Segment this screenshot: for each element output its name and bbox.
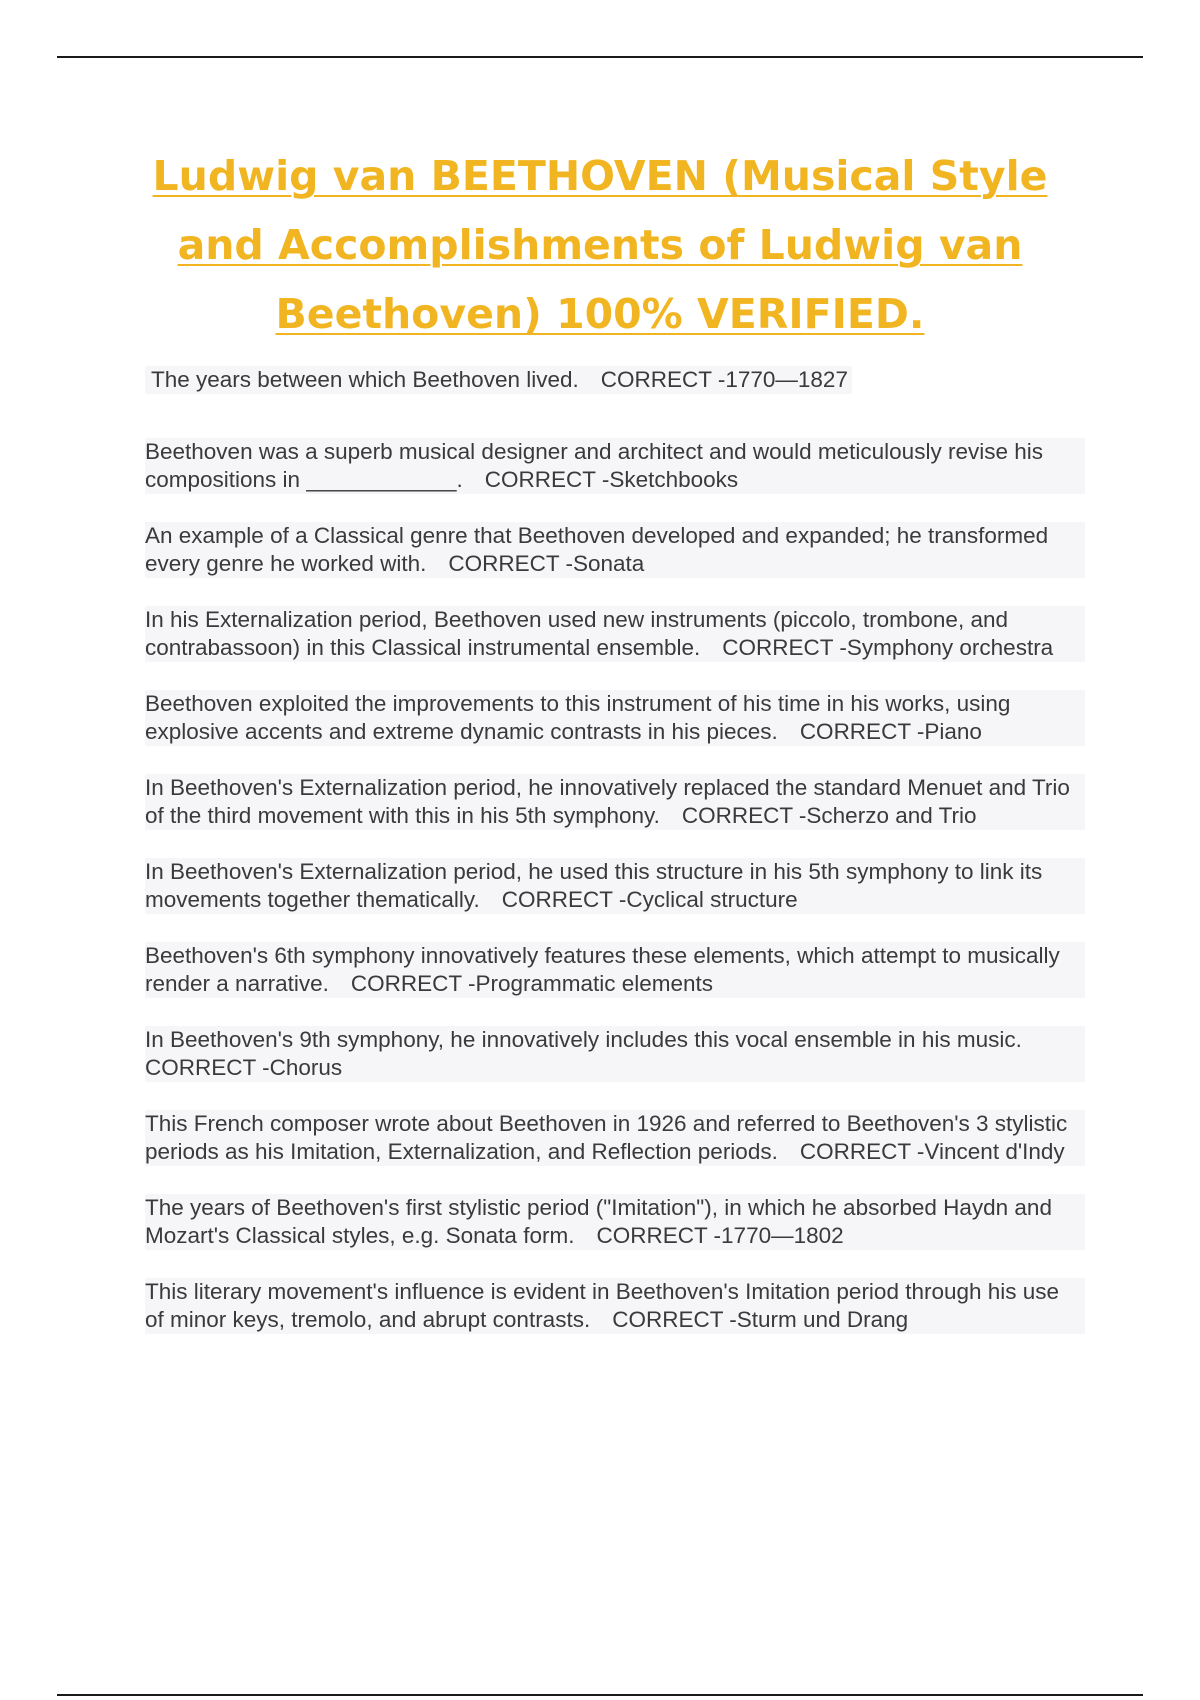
qa-answer: CORRECT -Sturm und Drang xyxy=(612,1307,909,1332)
qa-answer: CORRECT -1770—1827 xyxy=(600,367,848,392)
qa-answer: CORRECT -Symphony orchestra xyxy=(722,635,1054,660)
qa-item xyxy=(145,522,1085,578)
qa-question: In Beethoven's Externalization period, he used this structure in his 5th symphony to link its movements together thematically. xyxy=(145,859,1043,912)
qa-question: Beethoven's 6th symphony innovatively features these elements, which attempt to musically render a narrative. xyxy=(145,943,1060,996)
qa-question: This French composer wrote about Beethoven in 1926 and referred to Beethoven's 3 stylistic periods as his Imitation, Externalization, and Reflection periods. xyxy=(145,1111,1068,1164)
qa-answer: CORRECT -Programmatic elements xyxy=(350,971,714,996)
qa-question: This literary movement's influence is evident in Beethoven's Imitation period through his use of minor keys, tremolo, and abrupt contrasts. xyxy=(145,1279,1060,1332)
qa-answer: CORRECT -Scherzo and Trio xyxy=(681,803,977,828)
qa-item xyxy=(145,1194,1085,1250)
qa-item xyxy=(145,1110,1085,1166)
qa-item xyxy=(145,366,852,394)
qa-question: The years between which Beethoven lived. xyxy=(151,367,579,392)
qa-question: The years of Beethoven's first stylistic period ("Imitation"), in which he absorbed Haydn and Mozart's Classical styles, e.g. Sonata form. xyxy=(145,1195,1052,1248)
qa-answer: CORRECT -1770—1802 xyxy=(596,1223,844,1248)
qa-item xyxy=(145,438,1085,494)
qa-item xyxy=(145,774,1085,830)
qa-answer: CORRECT -Sonata xyxy=(448,551,645,576)
qa-item xyxy=(145,858,1085,914)
qa-question: Beethoven exploited the improvements to this instrument of his time in his works, using explosive accents and extreme dynamic contrasts in his pieces. xyxy=(145,691,1011,744)
qa-answer: CORRECT -Sketchbooks xyxy=(484,467,739,492)
footer-rule xyxy=(57,1694,1143,1696)
qa-answer: CORRECT -Chorus xyxy=(145,1055,343,1080)
qa-answer: CORRECT -Piano xyxy=(799,719,982,744)
question-answer-list xyxy=(145,366,1085,1362)
qa-answer: CORRECT -Cyclical structure xyxy=(501,887,798,912)
qa-question: In Beethoven's Externalization period, he innovatively replaced the standard Menuet and Trio of the third movement with this in his 5th symphony. xyxy=(145,775,1070,828)
document-title xyxy=(130,142,1070,349)
qa-item xyxy=(145,606,1085,662)
qa-item xyxy=(145,1278,1085,1334)
qa-question: In his Externalization period, Beethoven used new instruments (piccolo, trombone, and contrabassoon) in this Classical instrumental ensemble. xyxy=(145,607,1008,660)
qa-answer: CORRECT -Vincent d'Indy xyxy=(799,1139,1065,1164)
document-title-text: Ludwig van BEETHOVEN (Musical Style and Accomplishments of Ludwig van Beethoven) 100% VERIFIED. xyxy=(152,152,1048,338)
header-rule xyxy=(57,56,1143,58)
qa-question: An example of a Classical genre that Beethoven developed and expanded; he transformed every genre he worked with. xyxy=(145,523,1049,576)
qa-item xyxy=(145,942,1085,998)
qa-item xyxy=(145,690,1085,746)
qa-item xyxy=(145,1026,1085,1082)
qa-question: Beethoven was a superb musical designer and architect and would meticulously revise his compositions in ____________. xyxy=(145,439,1043,492)
qa-question: In Beethoven's 9th symphony, he innovatively includes this vocal ensemble in his music. xyxy=(145,1027,1022,1052)
